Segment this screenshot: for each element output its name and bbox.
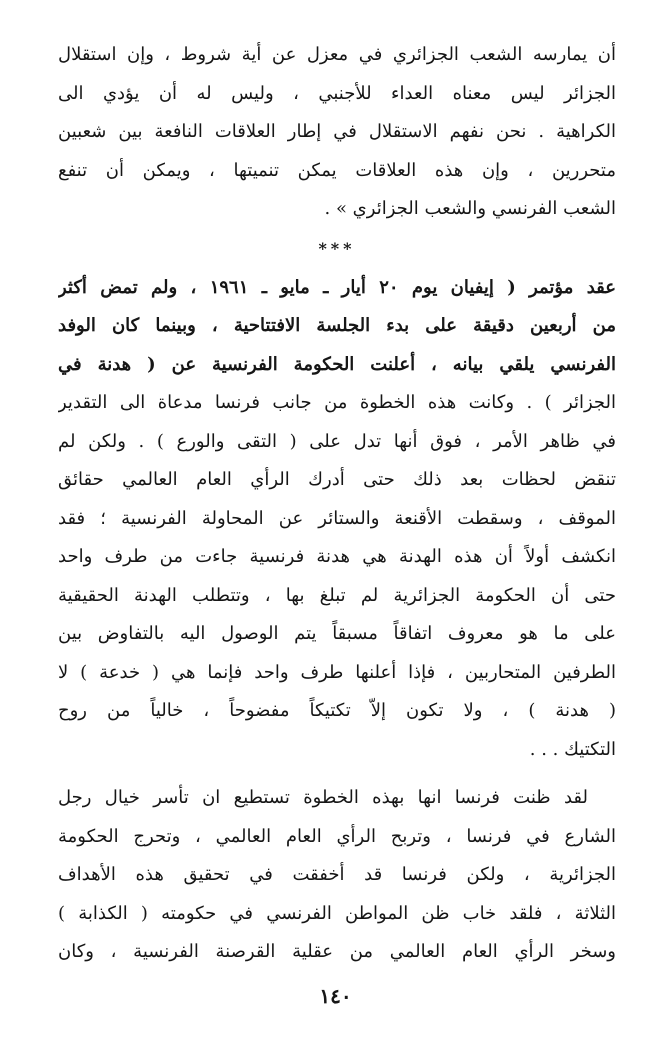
text-line: التكتيك . . . <box>529 738 616 760</box>
text-line: الشارع في فرنسا ، وتربح الرأي العام العالمي ، وتحرج الحكومة <box>58 825 616 847</box>
page-number: ١٤٠ <box>319 984 352 1008</box>
text-line: انكشف أولاً أن هذه الهدنة هي هدنة فرنسية جاءت من طرف واحد <box>58 546 616 567</box>
paragraph-3 <box>58 779 616 972</box>
text-line: الطرفين المتحاربين ، فإذا أعلنها طرف واحد فإنما هي ( خدعة ) لا <box>58 661 616 683</box>
text-line: الجزائرية ، ولكن فرنسا قد أخفقت في تحقيق هذه الأهداف <box>58 864 616 885</box>
text-line: من أربعين دقيقة على بدء الجلسة الافتتاحية ، وبينما كان الوفد <box>58 315 616 336</box>
paragraph-1 <box>58 36 616 229</box>
text-line: متحررين ، وإن هذه العلاقات يمكن تنميتها ، ويمكن أن تنفع <box>58 159 616 181</box>
text-line: الشعب الفرنسي والشعب الجزائري » . <box>324 198 616 219</box>
text-line: الكراهية . نحن نفهم الاستقلال في إطار العلاقات النافعة بين شعبين <box>58 121 616 142</box>
text-line: لقد ظنت فرنسا انها بهذه الخطوة تستطيع ان تأسر خيال رجل <box>58 787 588 808</box>
text-line: عقد مؤتمر ( إيفيان يوم ٢٠ أيار ـ مايو ـ ١٩٦١ ، ولم تمض أكثر <box>58 276 616 298</box>
text-line: الجزائر ليس معناه العداء للأجنبي ، وليس له أن يؤدي الى <box>58 82 616 104</box>
paragraph-gap <box>58 769 616 779</box>
text-line: الثلاثة ، فلقد خاب ظن المواطن الفرنسي في حكومته ( الكذابة ) <box>58 902 616 924</box>
text-line: الموقف ، وسقطت الأقنعة والستائر عن المحاولة الفرنسية ؛ فقد <box>58 507 616 529</box>
text-line: الجزائر ) . وكانت هذه الخطوة من جانب فرنسا مدعاة الى التقدير <box>58 392 616 413</box>
section-divider-ornament: *** <box>318 238 356 258</box>
text-line: على ما هو معروف اتفاقاً مسبقاً يتم الوصول اليه بالتفاوض بين <box>58 623 616 644</box>
text-line: حتى أن الحكومة الجزائرية لم تبلغ بها ، وتتطلب الهدنة الحقيقية <box>58 584 616 606</box>
text-line: أن يمارسه الشعب الجزائري في معزل عن أية شروط ، وإن استقلال <box>58 44 616 65</box>
text-line: ( هدنة ) ، ولا تكون إلاّ تكتيكاً مفضوحاً ، خالياً من روح <box>58 700 616 721</box>
text-line: وسخر الرأي العام العالمي من عقلية القرصنة الفرنسية ، وكان <box>58 941 616 962</box>
page-body <box>58 36 616 972</box>
paragraph-2 <box>58 269 616 770</box>
text-line: تنقض لحظات بعد ذلك حتى أدرك الرأي العام العالمي حقائق <box>58 469 616 490</box>
text-line: في ظاهر الأمر ، فوق أنها تدل على ( التقى والورع ) . ولكن لم <box>58 430 616 452</box>
text-line: الفرنسي يلقي بيانه ، أعلنت الحكومة الفرنسية عن ( هدنة في <box>58 353 616 375</box>
